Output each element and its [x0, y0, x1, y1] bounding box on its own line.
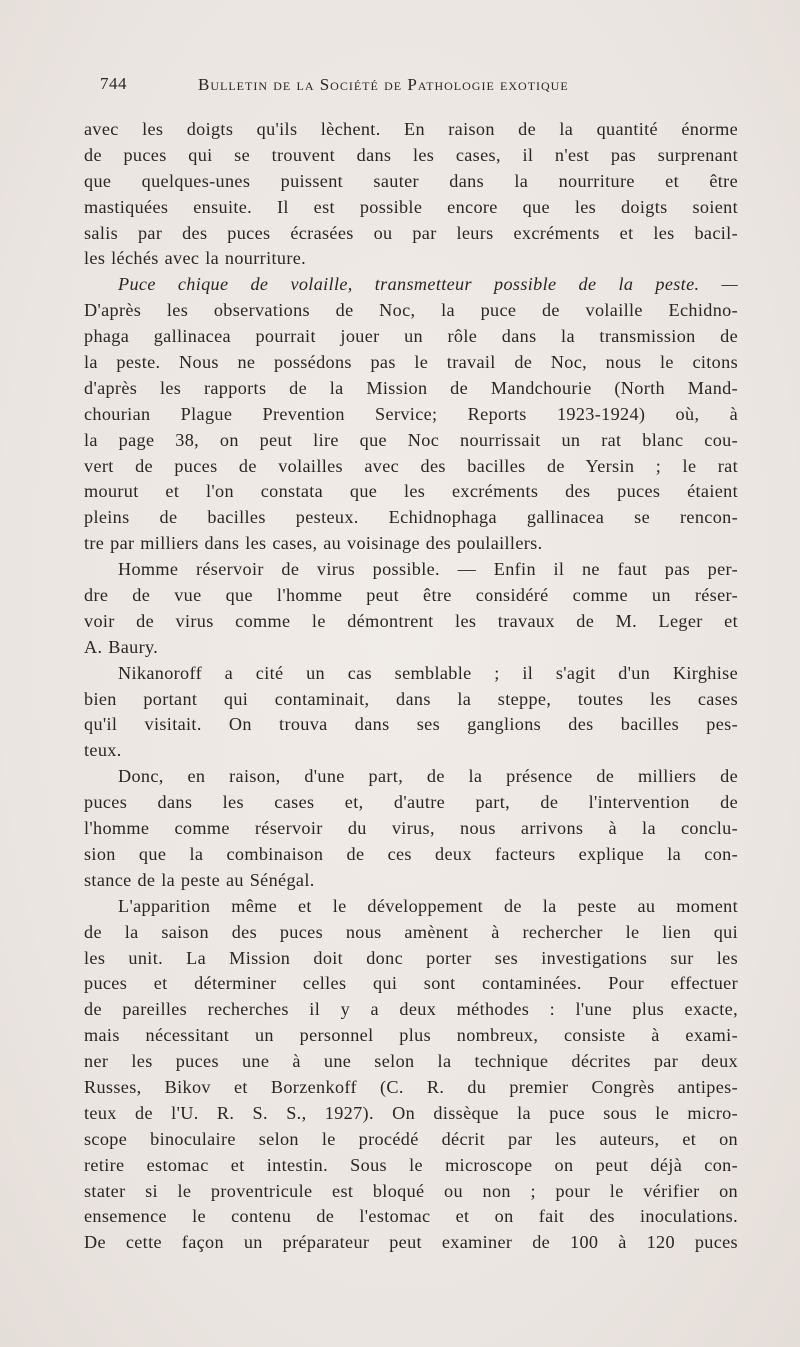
text-line: phaga gallinacea pourrait jouer un rôle dans la transmission de	[84, 326, 738, 347]
text-line: vert de puces de volailles avec des bacilles de Yersin ; le rat	[84, 455, 738, 476]
text-line: Nikanoroff a cité un cas semblable ; il s'agit d'un Kirghise	[118, 662, 738, 683]
text-line: A. Baury.	[84, 636, 159, 657]
text-line: L'apparition même et le développement de la peste au moment	[118, 895, 738, 916]
text-line: teux de l'U. R. S. S., 1927). On dissèque la puce sous le micro-	[84, 1102, 738, 1123]
text-line: mais nécessitant un personnel plus nombreux, consiste à exami-	[84, 1025, 738, 1046]
text-line: voir de virus comme le démontrent les travaux de M. Leger et	[84, 610, 738, 631]
running-head: Bulletin de la Société de Pathologie exotique	[198, 75, 569, 94]
text-line: sion que la combinaison de ces deux facteurs explique la con-	[84, 843, 738, 864]
text-line: de pareilles recherches il y a deux méthodes : l'une plus exacte,	[84, 999, 738, 1020]
section-heading-puce-chique: Puce chique de volaille, transmetteur possible de la peste. —	[118, 274, 738, 295]
text-line: que quelques-unes puissent sauter dans la nourriture et être	[84, 170, 738, 191]
text-line: Donc, en raison, d'une part, de la présence de milliers de	[118, 766, 738, 787]
text-line: de puces qui se trouvent dans les cases, il n'est pas surprenant	[84, 144, 738, 165]
text-line: retire estomac et intestin. Sous le microscope on peut déjà con-	[84, 1154, 738, 1175]
page-number: 744	[100, 74, 127, 93]
text-line: l'homme comme réservoir du virus, nous arrivons à la conclu-	[84, 818, 738, 839]
text-line: les léchés avec la nourriture.	[84, 248, 307, 269]
text-line: de la saison des puces nous amènent à rechercher le lien qui	[84, 921, 738, 942]
text-line: De cette façon un préparateur peut examiner de 100 à 120 puces	[84, 1232, 738, 1253]
text-line: qu'il visitait. On trouva dans ses ganglions des bacilles pes-	[84, 714, 738, 735]
text-line: la page 38, on peut lire que Noc nourrissait un rat blanc cou-	[84, 429, 738, 450]
text-line: puces et déterminer celles qui sont contaminées. Pour effectuer	[84, 973, 738, 994]
text-line: Russes, Bikov et Borzenkoff (C. R. du premier Congrès antipes-	[84, 1076, 738, 1097]
text-line: chourian Plague Prevention Service; Reports 1923-1924) où, à	[84, 403, 738, 424]
text-line: mourut et l'on constata que les excréments des puces étaient	[84, 481, 738, 502]
section-heading-homme-reservoir: Homme réservoir de virus possible. — Enfin il ne faut pas per-	[118, 559, 738, 580]
text-line: teux.	[84, 740, 122, 761]
body-text	[84, 117, 738, 1256]
text-line: salis par des puces écrasées ou par leurs excréments et les bacil-	[84, 222, 738, 243]
text-line: tre par milliers dans les cases, au voisinage des poulaillers.	[84, 533, 543, 554]
text-line: les unit. La Mission doit donc porter ses investigations sur les	[84, 947, 738, 968]
text-line: pleins de bacilles pesteux. Echidnophaga gallinacea se rencon-	[84, 507, 738, 528]
text-line: mastiquées ensuite. Il est possible encore que les doigts soient	[84, 196, 738, 217]
text-line: d'après les rapports de la Mission de Mandchourie (North Mand-	[84, 377, 738, 398]
text-line: stance de la peste au Sénégal.	[84, 869, 315, 890]
text-line: scope binoculaire selon le procédé décrit par les auteurs, et on	[84, 1128, 738, 1149]
text-line: avec les doigts qu'ils lèchent. En raison de la quantité énorme	[84, 119, 738, 139]
text-line: la peste. Nous ne possédons pas le travail de Noc, nous le citons	[84, 352, 738, 373]
text-line: ner les puces une à une selon la technique décrites par deux	[84, 1051, 738, 1072]
page-header	[98, 74, 738, 98]
text-line: D'après les observations de Noc, la puce de volaille Echidno-	[84, 300, 738, 321]
text-line: puces dans les cases et, d'autre part, de l'intervention de	[84, 792, 738, 813]
text-line: dre de vue que l'homme peut être considéré comme un réser-	[84, 585, 738, 606]
text-line: ensemence le contenu de l'estomac et on fait des inoculations.	[84, 1206, 738, 1227]
text-line: bien portant qui contaminait, dans la steppe, toutes les cases	[84, 688, 738, 709]
text-line: stater si le proventricule est bloqué ou non ; pour le vérifier on	[84, 1180, 738, 1201]
